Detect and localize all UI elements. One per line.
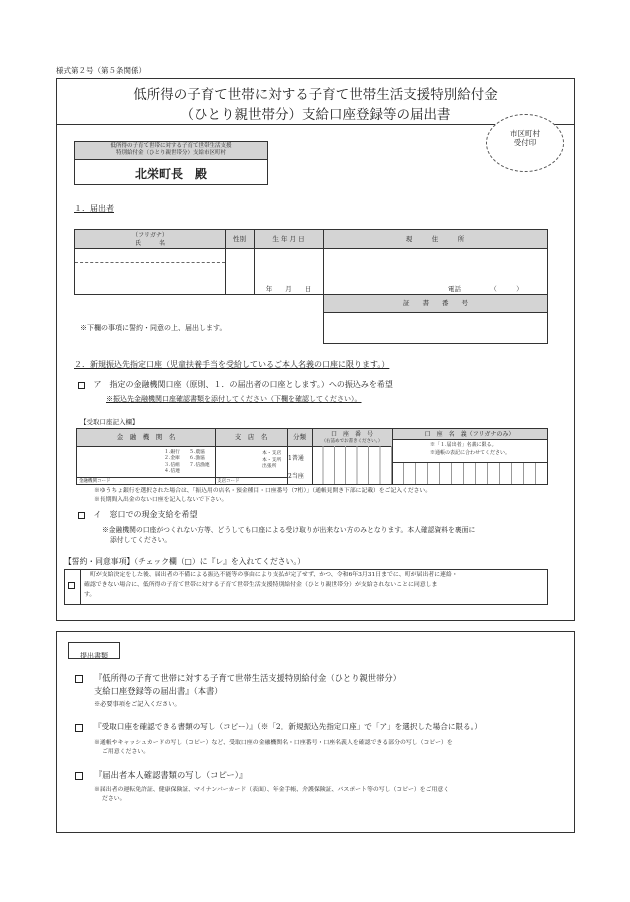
doc2-note2: ご用意ください。: [102, 749, 150, 755]
holder-note1: ※「１.届出者」名義に限る。: [430, 442, 497, 448]
account-holder-field[interactable]: [393, 464, 546, 483]
stamp-line2: 受付印: [513, 138, 537, 148]
cert-number-field[interactable]: [324, 314, 547, 343]
birthdate-units: 年 月 日: [265, 285, 312, 293]
phone-label: 電話 （ ）: [448, 285, 523, 293]
option-b-note2: 添付してください。: [110, 536, 172, 544]
furigana-label: （フリガナ）: [132, 232, 168, 239]
section2-heading: ２．新規振込先指定口座（児童扶養手当を受給しているご本人名義の口座に限ります。）: [74, 360, 390, 369]
documents-frame: [56, 631, 575, 833]
section1-heading: １．届出者: [74, 204, 114, 213]
stamp-line1: 市区町村: [510, 129, 540, 138]
col-type: 分類: [293, 433, 306, 441]
account-heading: 【受取口座記入欄】: [80, 418, 139, 426]
addressee-box: [74, 141, 268, 185]
account-number-field[interactable]: [313, 447, 391, 483]
col-holder: 口 座 名 義（フリガナのみ）: [424, 431, 515, 438]
addressee-name: 北栄町長 殿: [134, 167, 207, 181]
col-branch: 支 店 名: [234, 433, 268, 441]
addressee-header-line1: 低所得の子育て世帯に対する子育て世帯生活支援: [110, 143, 232, 149]
doc3-note2: ださい。: [102, 796, 126, 802]
doc2-line: 『受取口座を確認できる書類の写し（コピー）』（※「2．新規振込先指定口座」で「ア」を選択した場合に限る。）: [94, 722, 482, 731]
sex-label: 性別: [233, 235, 246, 243]
doc1-checkbox[interactable]: [75, 675, 83, 683]
form-title-line1: 低所得の子育て世帯に対する子育て世帯生活支援特別給付金: [133, 87, 498, 103]
agreement-heading: 【誓約・同意事項】（チェック欄（□）に『レ』を入れてください。）: [64, 557, 306, 566]
branch-types: 本・支店 本・支所 出張所: [262, 451, 282, 470]
doc1-note: ※必要事項をご記入ください。: [94, 701, 181, 708]
birth-label: 生 年 月 日: [272, 235, 305, 243]
bank-types-col1: １.銀行 ２.金庫 ３.信組 ４.信連: [164, 450, 180, 475]
agreement-line2: 確認できない場合に、低所得の子育て世帯に対する子育て世帯生活支援特別給付金（ひとり親世帯分）が支給されないことに同意しま: [84, 582, 438, 588]
branch-code-label: 支店コード: [217, 479, 240, 484]
account-type-current[interactable]: 2当座: [288, 473, 304, 480]
doc3-line: 『届出者本人確認書類の写し（コピー）』: [94, 770, 248, 780]
agreement-line3: す。: [84, 592, 96, 598]
doc3-note1: ※届出者の運転免許証、健康保険証、マイナンバーカード（表面）、年金手帳、介護保険証、パスポート等の写し（コピー）をご用意く: [94, 787, 450, 793]
col-number: 口 座 番 号: [330, 431, 373, 438]
form-number: 様式第２号（第５条関係）: [56, 66, 146, 75]
name-field[interactable]: [76, 264, 224, 293]
name-label: 氏 名: [134, 240, 165, 247]
option-b-checkbox[interactable]: [78, 512, 85, 519]
option-a-checkbox[interactable]: [78, 382, 85, 389]
documents-label: 提出書類: [80, 652, 108, 660]
doc2-note1: ※通帳やキャッシュカードの写し（コピー）など、受取口座の金融機関名・口座番号・口座名義人を確認できる部分の写し（コピー）を: [94, 740, 453, 746]
form-title-line2: （ひとり親世帯分）支給口座登録等の届出書: [180, 107, 451, 123]
bank-name-field[interactable]: [78, 449, 162, 476]
option-b-label: イ 窓口での現金支給を希望: [93, 510, 198, 519]
col-number-note: （右詰めでお書きください。）: [321, 439, 383, 444]
yucho-note1: ※ゆうちょ銀行を選択された場合は、「振込用の店名・預金種目・口座番号（7桁）」（通帳見開き下部に記載）をご記入ください。: [94, 488, 432, 494]
agreement-line1: 町が支給決定をした後、届出者の不備による振込不能等の事由により支払が完了せず、かつ、令和6年3月31日までに、町が届出者に連絡・: [90, 572, 458, 578]
account-type-normal[interactable]: 1普通: [288, 455, 304, 462]
doc1-line2: 支給口座登録等の届出書』（本書）: [94, 686, 223, 696]
sex-field[interactable]: [226, 250, 253, 293]
option-a-row: [78, 380, 393, 390]
documents-label-box: [68, 642, 120, 659]
option-a-label: ア 指定の金融機関口座（原則、１．の届出者の口座とします。）への振込みを希望: [93, 380, 393, 389]
option-a-note: ※振込先金融機関口座確認書類を添付してください（下欄を確認してください）。: [106, 395, 362, 403]
doc3-checkbox[interactable]: [75, 772, 83, 780]
bank-code-label: 金融機関コード: [79, 479, 111, 484]
option-b-note1: ※金融機関の口座がつくれない方等、どうしても口座による受け取りが出来ない方のみとなります。本人確認資料を裏面に: [102, 526, 476, 534]
cert-number-label: 証 書 番 号: [403, 299, 468, 307]
doc2-checkbox[interactable]: [75, 724, 83, 732]
reception-stamp: [486, 114, 564, 172]
agreement-checkbox[interactable]: [68, 582, 75, 589]
bank-types-col2: ５.農協 ６.漁協 ７.信漁連: [189, 450, 210, 468]
yucho-note2: ※長期間入出金のない口座を記入しないで下さい。: [94, 497, 228, 503]
addressee-header-line2: 特別給付金（ひとり親世帯分）支給市区町村: [115, 149, 226, 156]
furigana-field[interactable]: [76, 250, 224, 261]
col-bank: 金 融 機 関 名: [116, 433, 176, 441]
oath-note: ※下欄の事項に誓約・同意の上、届出します。: [80, 324, 227, 332]
option-b-row: [78, 510, 198, 520]
address-label: 現 住 所: [405, 235, 465, 243]
holder-note2: ※通帳の表記に合わせてください。: [430, 450, 511, 456]
branch-name-field[interactable]: [216, 449, 260, 476]
doc1-line1: 『低所得の子育て世帯に対する子育て世帯生活支援特別給付金（ひとり親世帯分）: [94, 673, 401, 683]
